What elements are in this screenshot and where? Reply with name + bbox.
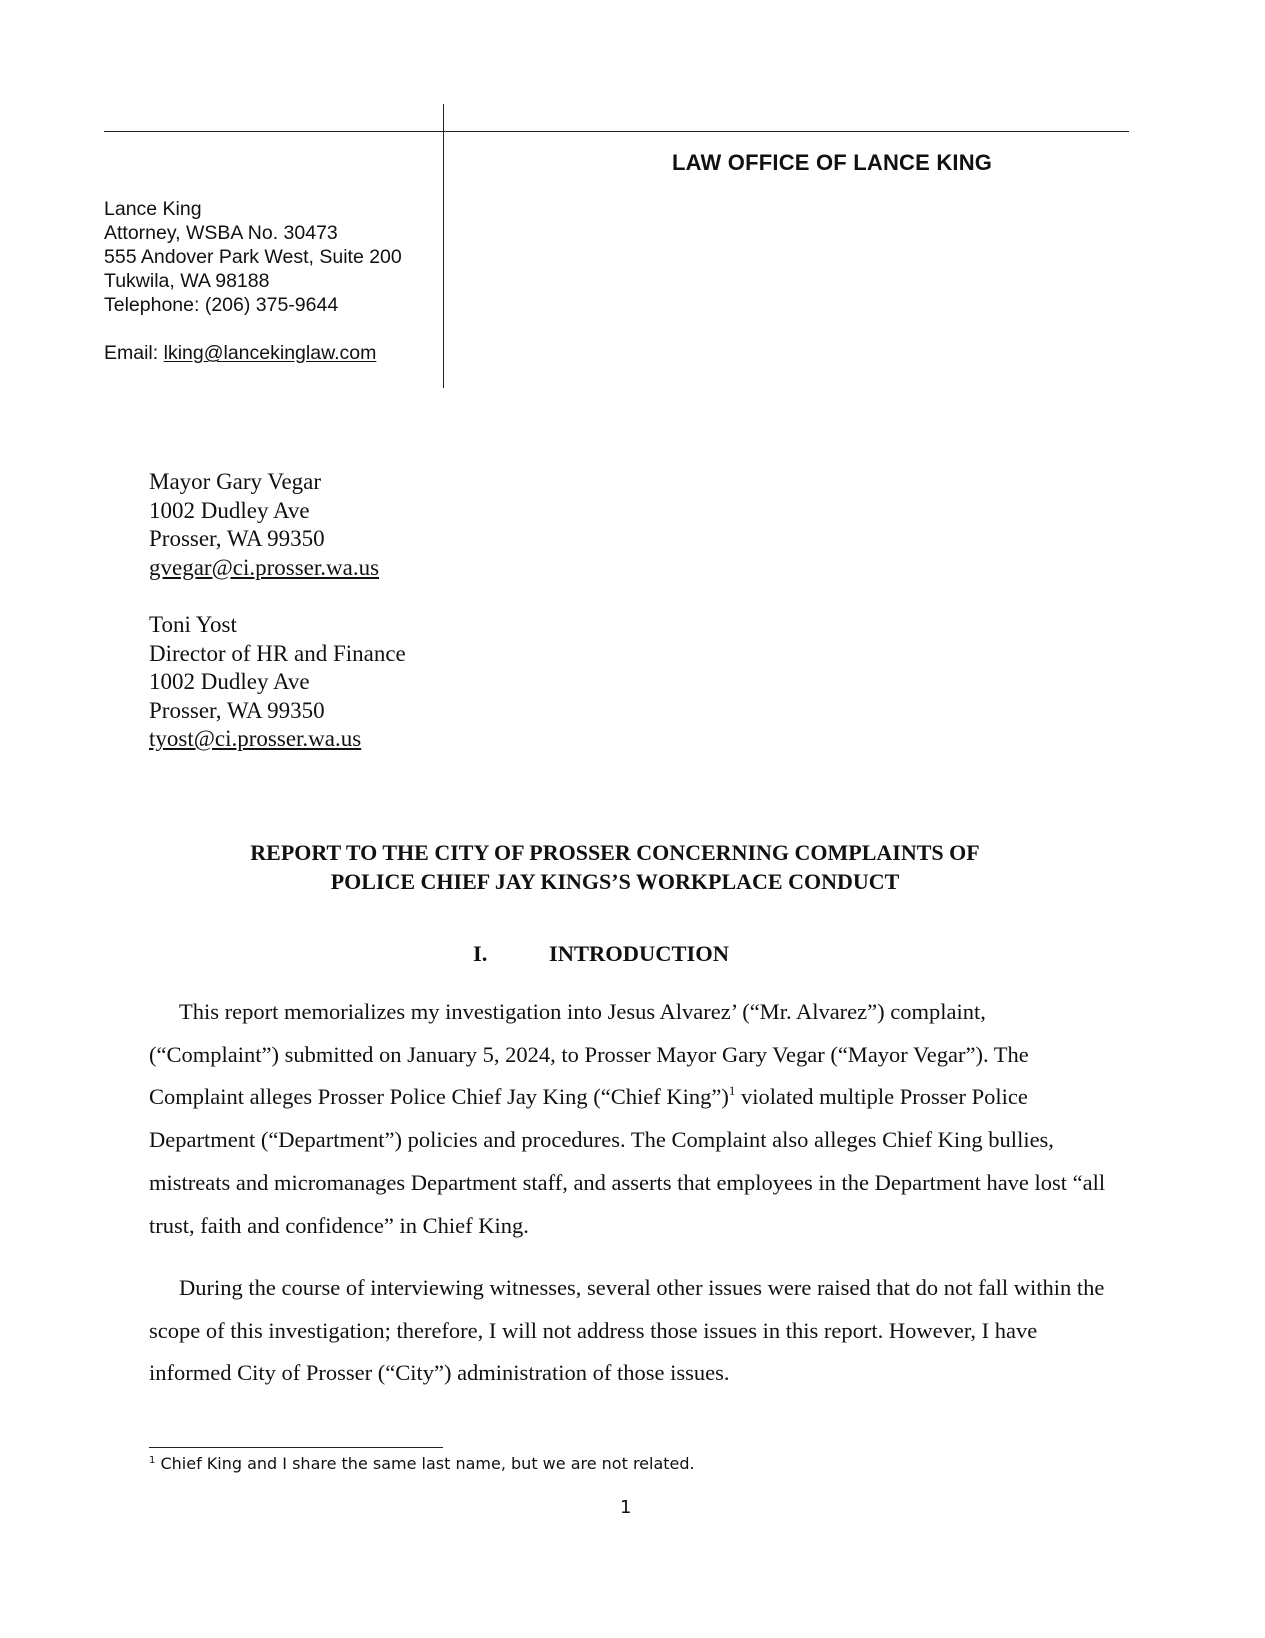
introduction-paragraph-1 <box>149 991 1109 1247</box>
introduction-paragraph-2: During the course of interviewing witnesses, several other issues were raised that do not fall within the scope of this investigation; therefore, I will not address those issues in this report. However, I have informed City of Prosser (“City”) administration of those issues. <box>149 1275 1105 1386</box>
recipient-address-line1: 1002 Dudley Ave <box>149 669 310 694</box>
recipient-address-line1: 1002 Dudley Ave <box>149 497 310 523</box>
attorney-address-line2: Tukwila, WA 98188 <box>104 270 270 292</box>
firm-name: LAW OFFICE OF LANCE KING <box>672 150 993 175</box>
recipient-address-line2: Prosser, WA 99350 <box>149 697 325 723</box>
letterhead-horizontal-rule <box>104 131 1129 132</box>
footnote-number: 1 <box>149 1455 156 1466</box>
section-title: INTRODUCTION <box>549 941 730 966</box>
attorney-email-label: Email: <box>104 342 164 364</box>
paragraph-text: This report memorializes my investigation into Jesus Alvarez’ (“Mr. Alvarez”) complaint, (“Complaint”) submitted on January 5, 2024, to Prosser Mayor Gary Vegar (“Mayor Vegar”). The Complaint alleges Prosser Police Chief Jay King (“Chief King”) <box>149 999 1029 1110</box>
report-title-line1: REPORT TO THE CITY OF PROSSER CONCERNING COMPLAINTS OF <box>250 840 980 865</box>
attorney-email-link[interactable]: lking@lancekinglaw.com <box>163 342 377 364</box>
recipient-name: Mayor Gary Vegar <box>149 469 322 494</box>
recipient-hr-director <box>149 611 406 754</box>
attorney-title: Attorney, WSBA No. 30473 <box>104 222 338 244</box>
page-number: 1 <box>620 1497 632 1518</box>
recipient-address-line2: Prosser, WA 99350 <box>149 526 325 551</box>
recipient-title: Director of HR and Finance <box>149 640 406 666</box>
paragraph-text: violated multiple Prosser Police Department (“Department”) policies and procedures. The Complaint also alleges Chief King bullies, mistreats and micromanages Department staff, and asserts that employees in the Department have lost “all trust, faith and confidence” in Chief King. <box>149 1084 1106 1238</box>
letterhead-vertical-rule <box>443 104 444 388</box>
recipient-email-link[interactable]: tyost@ci.prosser.wa.us <box>149 726 362 751</box>
recipient-name: Toni Yost <box>149 612 237 637</box>
attorney-name: Lance King <box>104 198 202 220</box>
attorney-telephone: Telephone: (206) 375-9644 <box>104 294 339 316</box>
report-title <box>120 838 1110 896</box>
footnote-reference[interactable]: 1 <box>728 1083 736 1099</box>
attorney-address-line1: 555 Andover Park West, Suite 200 <box>104 246 402 268</box>
footnote-separator <box>149 1447 443 1448</box>
footnote-text: Chief King and I share the same last name, but we are not related. <box>155 1454 695 1473</box>
attorney-contact-block <box>104 197 402 365</box>
recipient-mayor <box>149 468 379 582</box>
report-title-line2: POLICE CHIEF JAY KINGS’S WORKPLACE CONDUCT <box>330 869 900 894</box>
footnote <box>149 1454 695 1473</box>
section-number: I. <box>473 941 488 966</box>
section-heading <box>473 941 729 967</box>
recipient-email-link[interactable]: gvegar@ci.prosser.wa.us <box>149 554 380 580</box>
attorney-email-line <box>104 341 402 365</box>
